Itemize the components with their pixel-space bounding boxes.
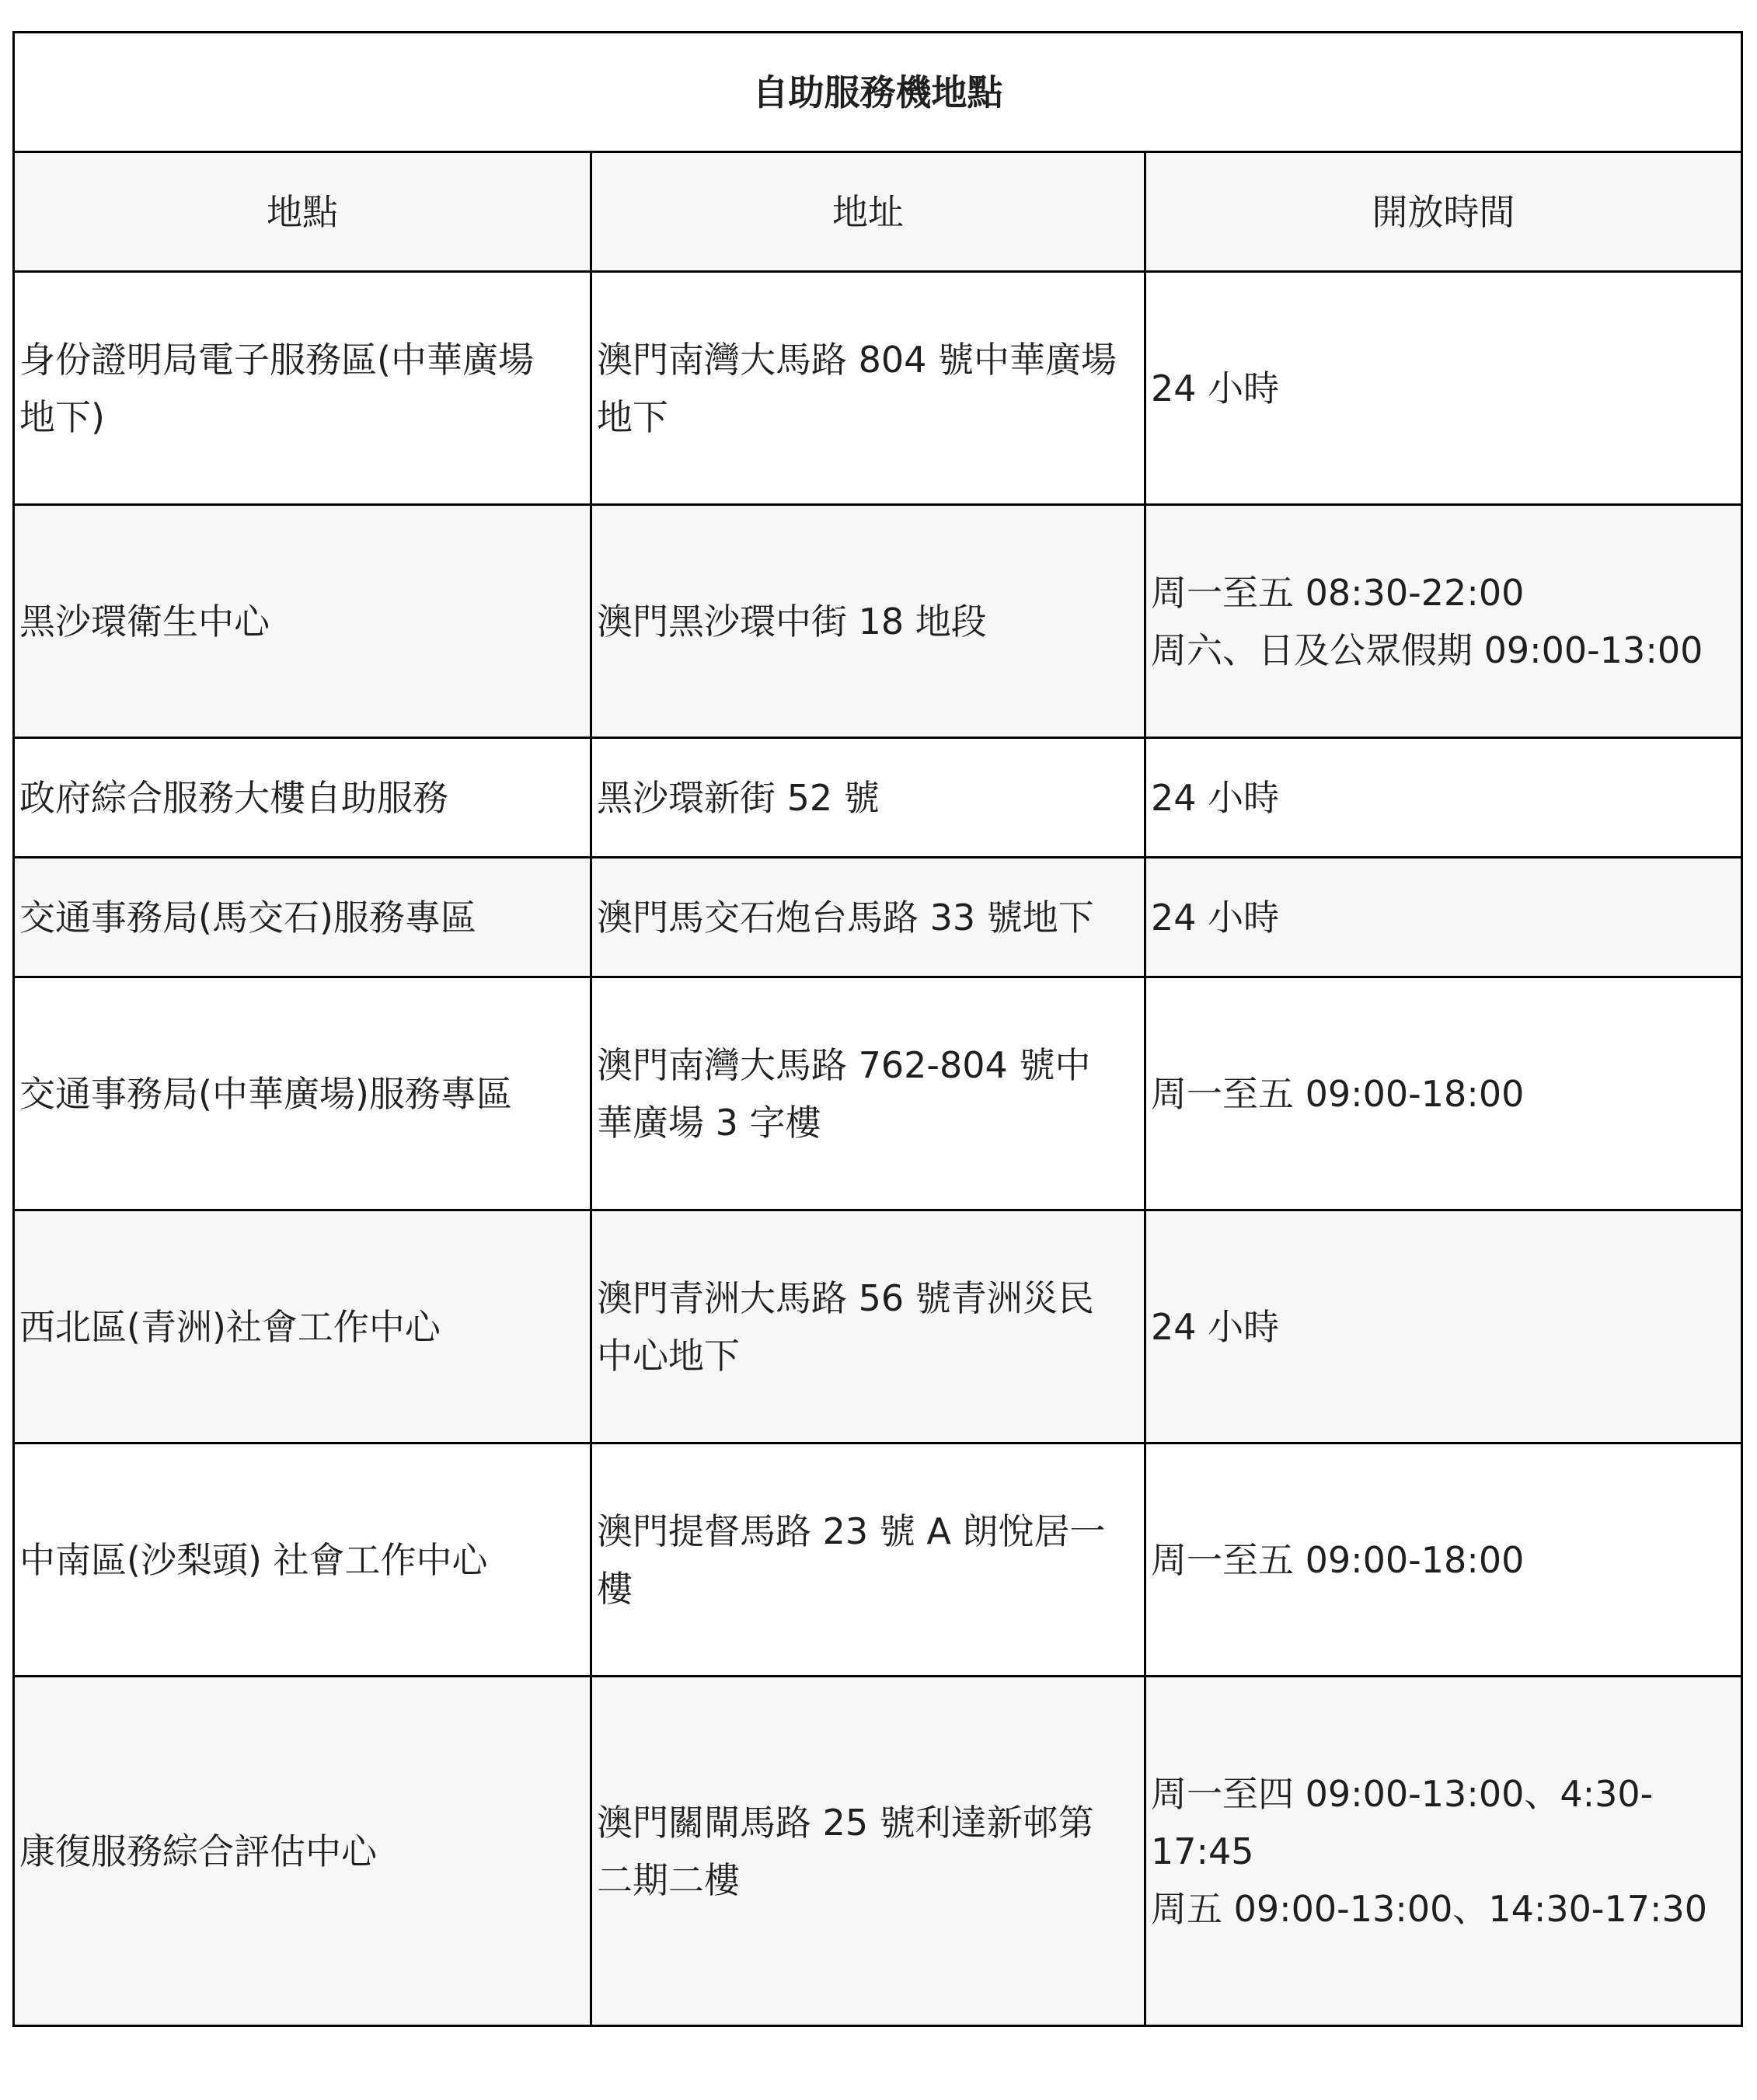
cell-location [14, 1210, 591, 1444]
cell-address [591, 1677, 1145, 2026]
cell-location [14, 505, 591, 738]
table-title: 自助服務機地點 [14, 33, 1742, 152]
cell-address [591, 272, 1145, 505]
header-address: 地址 [591, 152, 1145, 272]
header-hours: 開放時間 [1145, 152, 1742, 272]
cell-address [591, 1210, 1145, 1444]
cell-address [591, 738, 1145, 858]
location-text-line: 康復服務綜合評估中心 [19, 1830, 377, 1872]
service-machine-table [12, 31, 1743, 2027]
cell-location [14, 272, 591, 505]
cell-hours [1145, 858, 1742, 977]
address-text-line: 地下 [597, 395, 668, 438]
table-row [14, 858, 1742, 977]
hours-text-line: 周一至四 09:00-13:00、4:30- [1151, 1772, 1654, 1815]
address-text-line: 澳門黑沙環中街 18 地段 [597, 600, 987, 643]
table-header-row [14, 152, 1742, 272]
hours-text-line: 24 小時 [1151, 1305, 1280, 1348]
table-body [14, 272, 1742, 2026]
cell-location [14, 1444, 591, 1677]
hours-text-line: 周一至五 08:30-22:00 [1151, 571, 1525, 614]
address-text-line: 二期二樓 [597, 1858, 740, 1901]
cell-hours [1145, 1210, 1742, 1444]
location-text-line: 西北區(青洲)社會工作中心 [19, 1305, 441, 1348]
cell-hours [1145, 505, 1742, 738]
cell-location [14, 1677, 591, 2026]
table-row [14, 272, 1742, 505]
table-row [14, 1677, 1742, 2026]
hours-text-line: 周一至五 09:00-18:00 [1151, 1072, 1525, 1115]
table-row [14, 738, 1742, 858]
address-text-line: 黑沙環新街 52 號 [597, 776, 880, 819]
address-text-line: 澳門南灣大馬路 804 號中華廣場 [597, 338, 1117, 381]
table-title-row [14, 33, 1742, 152]
cell-address [591, 1444, 1145, 1677]
location-text-line: 交通事務局(中華廣場)服務專區 [19, 1072, 512, 1115]
hours-text-line: 周五 09:00-13:00、14:30-17:30 [1151, 1887, 1708, 1930]
address-text-line: 澳門提督馬路 23 號 A 朗悅居一 [597, 1510, 1106, 1552]
cell-hours [1145, 272, 1742, 505]
address-text-line: 華廣場 3 字樓 [597, 1101, 821, 1144]
hours-text-line: 24 小時 [1151, 776, 1280, 819]
address-text-line: 中心地下 [597, 1334, 740, 1377]
location-text-line: 中南區(沙梨頭) 社會工作中心 [19, 1538, 488, 1581]
cell-location [14, 858, 591, 977]
table-row [14, 977, 1742, 1210]
cell-hours [1145, 738, 1742, 858]
table-row [14, 1444, 1742, 1677]
cell-hours [1145, 1444, 1742, 1677]
cell-hours [1145, 1677, 1742, 2026]
location-text-line: 身份證明局電子服務區(中華廣場 [19, 338, 534, 381]
cell-address [591, 977, 1145, 1210]
cell-location [14, 738, 591, 858]
location-text-line: 地下) [19, 395, 105, 438]
cell-hours [1145, 977, 1742, 1210]
hours-text-line: 周六、日及公眾假期 09:00-13:00 [1151, 629, 1703, 671]
location-text-line: 黑沙環衛生中心 [19, 600, 270, 643]
header-location: 地點 [14, 152, 591, 272]
address-text-line: 澳門馬交石炮台馬路 33 號地下 [597, 896, 1094, 939]
hours-text-line: 24 小時 [1151, 367, 1280, 409]
address-text-line: 樓 [597, 1567, 633, 1610]
hours-text-line: 17:45 [1151, 1830, 1254, 1872]
hours-text-line: 24 小時 [1151, 896, 1280, 939]
cell-address [591, 505, 1145, 738]
table-row [14, 1210, 1742, 1444]
table-row [14, 505, 1742, 738]
location-text-line: 政府綜合服務大樓自助服務 [19, 776, 448, 819]
hours-text-line: 周一至五 09:00-18:00 [1151, 1538, 1525, 1581]
address-text-line: 澳門關閘馬路 25 號利達新邨第 [597, 1801, 1094, 1844]
location-text-line: 交通事務局(馬交石)服務專區 [19, 896, 476, 939]
cell-address [591, 858, 1145, 977]
cell-location [14, 977, 591, 1210]
address-text-line: 澳門青洲大馬路 56 號青洲災民 [597, 1276, 1094, 1319]
address-text-line: 澳門南灣大馬路 762-804 號中 [597, 1043, 1091, 1086]
